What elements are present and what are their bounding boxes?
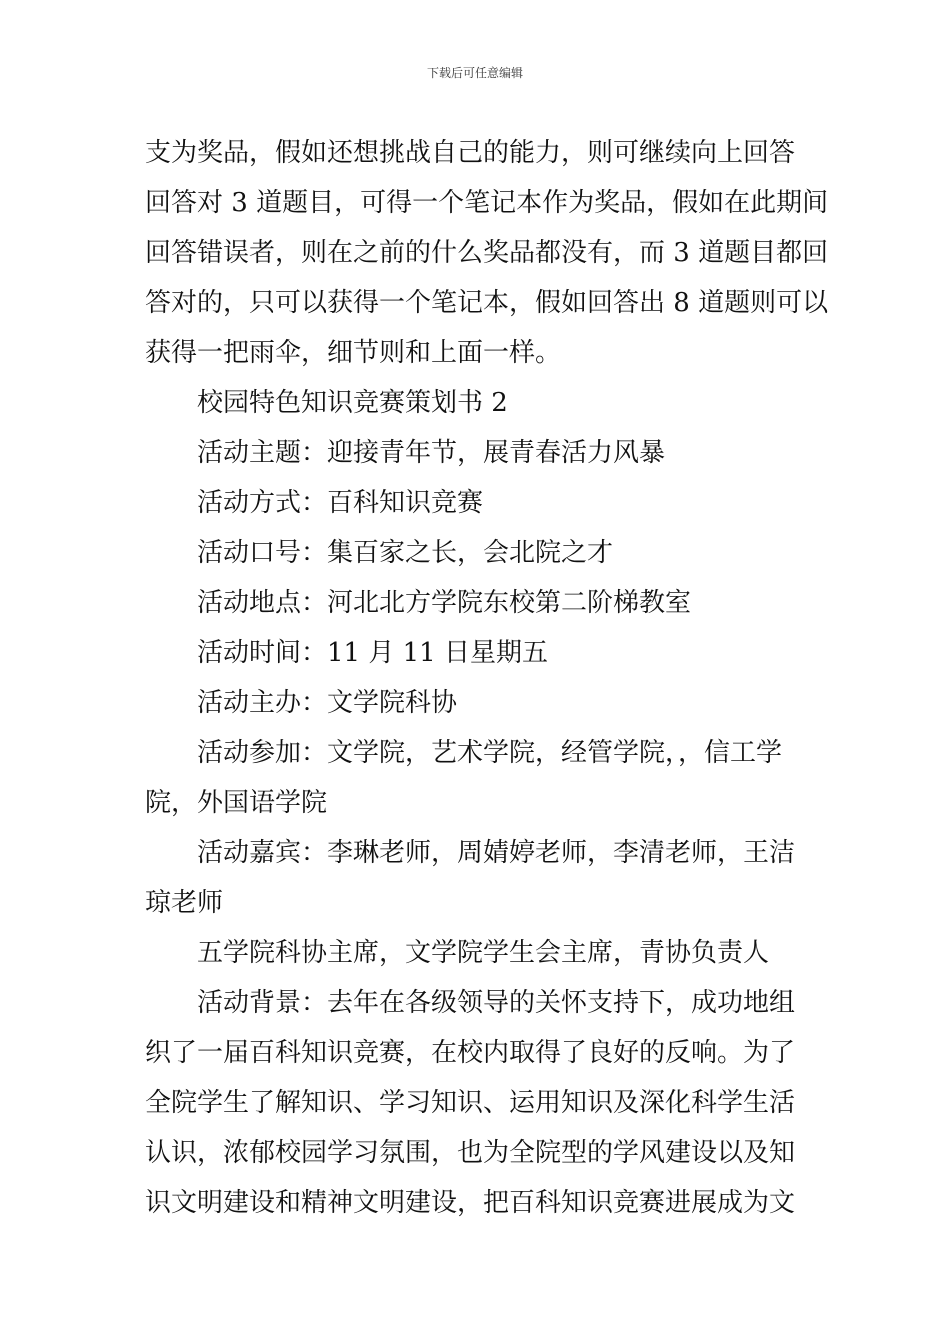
activity-time: 活动时间：11 月 11 日星期五: [197, 638, 548, 668]
text-line: 回答对 3 道题目，可得一个笔记本作为奖品，假如在此期间: [145, 188, 829, 218]
text-line: 院，外国语学院: [145, 788, 328, 818]
page-header: 下载后可任意编辑: [426, 66, 523, 80]
text-line: 认识，浓郁校园学习氛围，也为全院型的学风建设以及知: [145, 1138, 796, 1168]
activity-location: 活动地点：河北北方学院东校第二阶梯教室: [197, 588, 692, 618]
activity-theme: 活动主题：迎接青年节，展青春活力风暴: [197, 438, 666, 468]
text-line: 识文明建设和精神文明建设，把百科知识竞赛进展成为文: [145, 1188, 796, 1218]
text-line: 琼老师: [145, 888, 224, 918]
text-line: 答对的，只可以获得一个笔记本，假如回答出 8 道题则可以: [145, 288, 829, 318]
activity-slogan: 活动口号：集百家之长，会北院之才: [197, 538, 614, 568]
text-line: 获得一把雨伞，细节则和上面一样。: [145, 338, 562, 368]
document-body: [145, 128, 829, 1228]
text-line: 回答错误者，则在之前的什么奖品都没有，而 3 道题目都回: [145, 238, 829, 268]
text-line: 支为奖品，假如还想挑战自己的能力，则可继续向上回答: [145, 138, 796, 168]
activity-format: 活动方式：百科知识竞赛: [197, 488, 484, 518]
activity-guests: 活动嘉宾：李琳老师，周婧婷老师，李清老师，王洁: [197, 838, 796, 868]
activity-background: 活动背景：去年在各级领导的关怀支持下，成功地组: [197, 988, 796, 1018]
activity-participants: 活动参加：文学院，艺术学院，经管学院，，信工学: [197, 738, 783, 768]
text-line: 五学院科协主席，文学院学生会主席，青协负责人: [197, 938, 770, 968]
activity-host: 活动主办：文学院科协: [197, 688, 458, 718]
text-line: 全院学生了解知识、学习知识、运用知识及深化科学生活: [145, 1088, 796, 1118]
text-line: 织了一届百科知识竞赛，在校内取得了良好的反响。为了: [145, 1038, 796, 1068]
section-title: 校园特色知识竞赛策划书 2: [197, 388, 508, 418]
